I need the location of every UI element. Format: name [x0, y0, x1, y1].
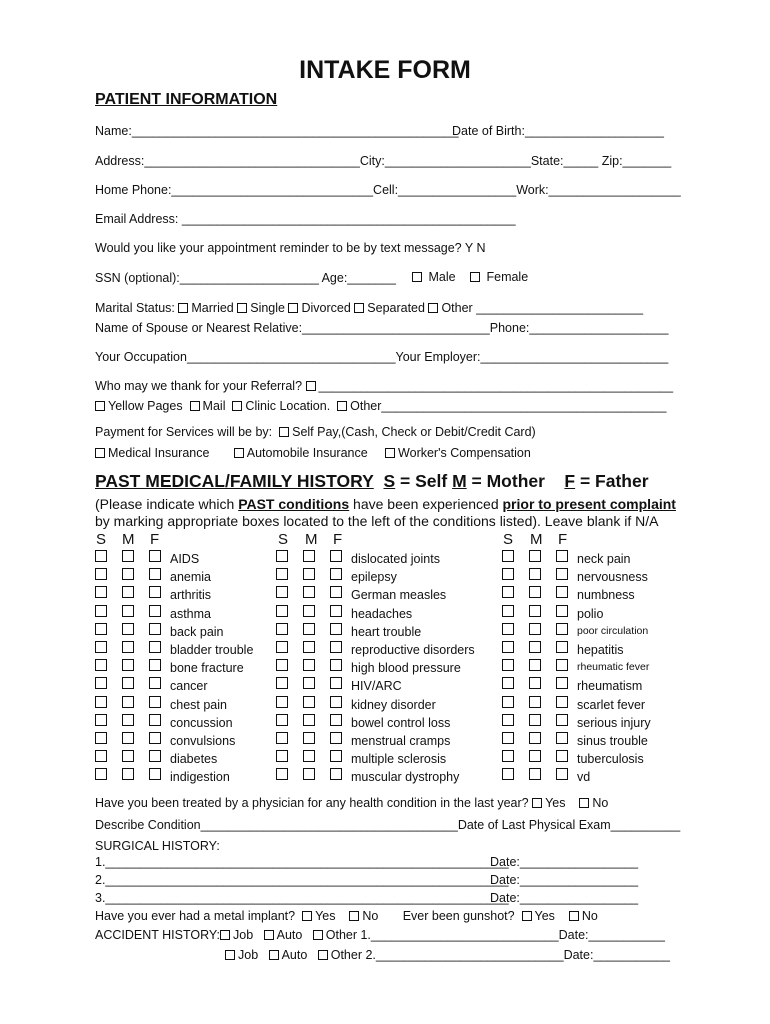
checkbox-mother[interactable]: [122, 568, 134, 580]
checkbox-self[interactable]: [95, 750, 107, 762]
name-field[interactable]: Name:_______________________________________________: [95, 124, 459, 138]
checkbox-accident2-auto[interactable]: [269, 950, 279, 960]
history-note-line1: (Please indicate which PAST conditions have been experienced prior to present complaint: [95, 496, 676, 512]
address-field[interactable]: Address:_______________________________City:_____________________State:_____ Zip:_______: [95, 154, 672, 168]
checkbox-father[interactable]: [149, 641, 161, 653]
condition-label: menstrual cramps: [351, 734, 451, 748]
checkbox-accident1-job[interactable]: [220, 930, 230, 940]
checkbox-mother[interactable]: [529, 586, 541, 598]
checkbox-mother[interactable]: [529, 750, 541, 762]
checkbox-auto-insurance[interactable]: [234, 448, 244, 458]
checkbox-mother[interactable]: [303, 677, 315, 689]
checkbox-self[interactable]: [95, 714, 107, 726]
checkbox-father[interactable]: [149, 605, 161, 617]
checkbox-father[interactable]: [330, 659, 342, 671]
history-note-line2: by marking appropriate boxes located to the left of the conditions listed). Leave blank if N/A: [95, 513, 659, 529]
checkbox-father[interactable]: [330, 732, 342, 744]
checkbox-mother[interactable]: [122, 768, 134, 780]
dob-field[interactable]: Date of Birth:____________________: [452, 124, 664, 138]
checkbox-mother[interactable]: [303, 696, 315, 708]
column-header-f: F: [150, 531, 160, 548]
checkbox-father[interactable]: [330, 623, 342, 635]
checkbox-father[interactable]: [149, 677, 161, 689]
checkbox-gunshot-no[interactable]: [569, 911, 579, 921]
checkbox-accident1-auto[interactable]: [264, 930, 274, 940]
checkbox-mother[interactable]: [122, 659, 134, 671]
checkbox-self[interactable]: [502, 605, 514, 617]
checkbox-accident1-other[interactable]: [313, 930, 323, 940]
female-option[interactable]: Female: [470, 270, 528, 284]
checkbox-referral[interactable]: [306, 381, 316, 391]
checkbox-father[interactable]: [330, 568, 342, 580]
checkbox[interactable]: [470, 272, 480, 282]
checkbox-accident2-other[interactable]: [318, 950, 328, 960]
checkbox-self[interactable]: [502, 732, 514, 744]
checkbox-self[interactable]: [276, 550, 288, 562]
marital-status-row: Marital Status: Married Single Divorced Separated Other ________________________: [95, 301, 644, 315]
checkbox-mother[interactable]: [529, 659, 541, 671]
column-header-m: M: [530, 531, 543, 548]
column-header-f: F: [558, 531, 568, 548]
column-header-f: F: [333, 531, 343, 548]
referral-options: Yellow Pages Mail Clinic Location. Other_________________________________________: [95, 399, 666, 413]
checkbox-self[interactable]: [502, 623, 514, 635]
surgery-2-field[interactable]: 2.__________________________________________________________: [95, 873, 509, 887]
checkbox-father[interactable]: [330, 696, 342, 708]
checkbox-father[interactable]: [330, 677, 342, 689]
checkbox-married[interactable]: [178, 303, 188, 313]
checkbox-mother[interactable]: [122, 641, 134, 653]
checkbox-workers-comp[interactable]: [385, 448, 395, 458]
checkbox-mother[interactable]: [303, 605, 315, 617]
payment-row: Payment for Services will be by: Self Pay,(Cash, Check or Debit/Credit Card): [95, 425, 536, 439]
checkbox-father[interactable]: [330, 586, 342, 598]
checkbox-mother[interactable]: [122, 605, 134, 617]
checkbox-father[interactable]: [556, 714, 568, 726]
condition-label: vd: [577, 770, 591, 785]
condition-label: reproductive disorders: [351, 643, 475, 657]
checkbox-father[interactable]: [330, 605, 342, 617]
checkbox-self[interactable]: [502, 677, 514, 689]
payment-options: Medical Insurance Automobile Insurance Worker's Compensation: [95, 446, 531, 460]
checkbox[interactable]: [412, 272, 422, 282]
checkbox-yellow-pages[interactable]: [95, 401, 105, 411]
checkbox-father[interactable]: [556, 605, 568, 617]
implant-row: Have you ever had a metal implant? Yes No Ever been gunshot? Yes No: [95, 909, 598, 923]
condition-label: polio: [577, 606, 604, 621]
checkbox-mother[interactable]: [122, 714, 134, 726]
checkbox-father[interactable]: [556, 750, 568, 762]
checkbox-mother[interactable]: [303, 768, 315, 780]
checkbox-self[interactable]: [502, 641, 514, 653]
checkbox-mother[interactable]: [122, 696, 134, 708]
checkbox-mother[interactable]: [122, 750, 134, 762]
checkbox-self[interactable]: [276, 768, 288, 780]
column-header-s: S: [96, 531, 107, 548]
condition-label: concussion: [170, 715, 233, 730]
checkbox-father[interactable]: [556, 659, 568, 671]
occupation-field[interactable]: Your Occupation______________________________Your Employer:___________________________: [95, 350, 669, 364]
checkbox-father[interactable]: [149, 568, 161, 580]
checkbox-mother[interactable]: [303, 550, 315, 562]
checkbox-mother[interactable]: [122, 732, 134, 744]
checkbox-mother[interactable]: [303, 568, 315, 580]
condition-label: numbness: [577, 588, 635, 603]
checkbox-self[interactable]: [502, 586, 514, 598]
checkbox-father[interactable]: [149, 623, 161, 635]
checkbox-father[interactable]: [556, 641, 568, 653]
condition-label: chest pain: [170, 697, 227, 712]
patient-info-heading: PATIENT INFORMATION: [95, 91, 278, 108]
checkbox-mother[interactable]: [303, 714, 315, 726]
column-header-m: M: [122, 531, 135, 548]
checkbox-self[interactable]: [276, 696, 288, 708]
condition-label: German measles: [351, 588, 447, 603]
checkbox-mother[interactable]: [303, 750, 315, 762]
checkbox-mother[interactable]: [303, 623, 315, 635]
condition-label: rheumatism: [577, 679, 643, 694]
checkbox-gunshot-yes[interactable]: [522, 911, 532, 921]
checkbox-self[interactable]: [276, 714, 288, 726]
checkbox-self[interactable]: [95, 550, 107, 562]
condition-label: scarlet fever: [577, 697, 646, 712]
checkbox-mother[interactable]: [529, 768, 541, 780]
condition-label: bladder trouble: [170, 643, 254, 657]
checkbox-other[interactable]: [428, 303, 438, 313]
condition-label: HIV/ARC: [351, 679, 402, 694]
checkbox-self[interactable]: [502, 568, 514, 580]
checkbox-other-referral[interactable]: [337, 401, 347, 411]
checkbox-mother[interactable]: [529, 568, 541, 580]
checkbox-self[interactable]: [276, 586, 288, 598]
condition-label: tuberculosis: [577, 752, 644, 767]
checkbox-father[interactable]: [149, 750, 161, 762]
checkbox-father[interactable]: [149, 586, 161, 598]
checkbox-father[interactable]: [556, 677, 568, 689]
checkbox-mother[interactable]: [122, 586, 134, 598]
condition-label: hepatitis: [577, 643, 624, 657]
checkbox-self[interactable]: [276, 605, 288, 617]
condition-label: poor circulation: [577, 624, 649, 637]
checkbox-mother[interactable]: [303, 586, 315, 598]
checkbox-father[interactable]: [149, 696, 161, 708]
checkbox-mother[interactable]: [529, 550, 541, 562]
checkbox-self[interactable]: [95, 659, 107, 671]
condition-label: diabetes: [170, 752, 218, 767]
checkbox-self[interactable]: [502, 696, 514, 708]
checkbox-self[interactable]: [502, 659, 514, 671]
checkbox-self[interactable]: [276, 623, 288, 635]
condition-label: anemia: [170, 570, 211, 585]
condition-label: sinus trouble: [577, 734, 648, 748]
checkbox-self[interactable]: [276, 750, 288, 762]
referral-row: Who may we thank for your Referral? ___________________________________________________: [95, 379, 674, 393]
checkbox-separated[interactable]: [354, 303, 364, 313]
checkbox-self[interactable]: [95, 568, 107, 580]
checkbox-medical-insurance[interactable]: [95, 448, 105, 458]
checkbox-mother[interactable]: [529, 623, 541, 635]
describe-condition-field[interactable]: Describe Condition_____________________________________Date of Last Physical Exam__________: [95, 818, 681, 832]
accident-row-2: Job Auto Other 2.___________________________Date:___________: [225, 948, 670, 962]
checkbox-mother[interactable]: [529, 714, 541, 726]
condition-label: rheumatic fever: [577, 661, 650, 674]
checkbox-implant-no[interactable]: [349, 911, 359, 921]
checkbox-mother[interactable]: [122, 677, 134, 689]
surgery-1-date[interactable]: Date:_________________: [490, 855, 639, 869]
checkbox-self[interactable]: [502, 714, 514, 726]
condition-label: asthma: [170, 606, 211, 621]
condition-label: indigestion: [170, 770, 230, 785]
condition-label: heart trouble: [351, 624, 422, 639]
checkbox-mother[interactable]: [122, 623, 134, 635]
ssn-age-field[interactable]: SSN (optional):____________________ Age:_______: [95, 271, 396, 285]
checkbox-father[interactable]: [556, 696, 568, 708]
checkbox-mother[interactable]: [529, 677, 541, 689]
checkbox-father[interactable]: [556, 768, 568, 780]
condition-label: bone fracture: [170, 661, 244, 676]
column-header-m: M: [305, 531, 318, 548]
checkbox-self[interactable]: [276, 568, 288, 580]
email-field[interactable]: Email Address: ________________________________________________: [95, 212, 516, 226]
checkbox-self[interactable]: [276, 641, 288, 653]
checkbox-self[interactable]: [276, 732, 288, 744]
checkbox-mother[interactable]: [529, 641, 541, 653]
checkbox-father[interactable]: [556, 732, 568, 744]
checkbox-treated-no[interactable]: [579, 798, 589, 808]
checkbox-father[interactable]: [149, 732, 161, 744]
checkbox-self[interactable]: [502, 768, 514, 780]
checkbox-accident2-job[interactable]: [225, 950, 235, 960]
checkbox-self[interactable]: [95, 641, 107, 653]
checkbox-clinic-location[interactable]: [232, 401, 242, 411]
condition-label: neck pain: [577, 552, 631, 566]
condition-label: AIDS: [170, 552, 200, 566]
checkbox-father[interactable]: [330, 641, 342, 653]
surgery-1-field[interactable]: 1.__________________________________________________________: [95, 855, 509, 869]
condition-label: back pain: [170, 624, 224, 639]
checkbox-divorced[interactable]: [288, 303, 298, 313]
reminder-question: Would you like your appointment reminder to be by text message? Y N: [95, 241, 486, 255]
checkbox-father[interactable]: [556, 586, 568, 598]
condition-label: multiple sclerosis: [351, 752, 447, 767]
condition-label: dislocated joints: [351, 552, 440, 566]
checkbox-single[interactable]: [237, 303, 247, 313]
checkbox-mother[interactable]: [303, 732, 315, 744]
checkbox-self[interactable]: [502, 550, 514, 562]
male-option[interactable]: Male: [412, 270, 456, 284]
condition-label: bowel control loss: [351, 715, 451, 730]
checkbox-implant-yes[interactable]: [302, 911, 312, 921]
checkbox-father[interactable]: [149, 550, 161, 562]
condition-label: cancer: [170, 679, 208, 694]
checkbox-self[interactable]: [95, 732, 107, 744]
condition-label: arthritis: [170, 588, 211, 603]
checkbox-self[interactable]: [95, 677, 107, 689]
checkbox-self-pay[interactable]: [279, 427, 289, 437]
surgery-3-field[interactable]: 3.__________________________________________________________: [95, 891, 509, 905]
surgery-3-date[interactable]: Date:_________________: [490, 891, 639, 905]
checkbox-father[interactable]: [556, 623, 568, 635]
checkbox-self[interactable]: [276, 659, 288, 671]
surgery-2-date[interactable]: Date:_________________: [490, 873, 639, 887]
checkbox-mother[interactable]: [303, 641, 315, 653]
checkbox-father[interactable]: [330, 714, 342, 726]
checkbox-father[interactable]: [149, 768, 161, 780]
phone-fields[interactable]: Home Phone:_____________________________Cell:_________________Work:___________________: [95, 183, 681, 197]
marital-label: Marital Status:: [95, 301, 175, 315]
column-header-s: S: [503, 531, 514, 548]
checkbox-self[interactable]: [276, 677, 288, 689]
condition-label: convulsions: [170, 734, 236, 748]
checkbox-father[interactable]: [330, 550, 342, 562]
checkbox-father[interactable]: [149, 714, 161, 726]
checkbox-mother[interactable]: [303, 659, 315, 671]
checkbox-mother[interactable]: [529, 732, 541, 744]
checkbox-father[interactable]: [330, 768, 342, 780]
checkbox-treated-yes[interactable]: [532, 798, 542, 808]
treated-row: Have you been treated by a physician for any health condition in the last year? Yes No: [95, 796, 609, 810]
column-header-s: S: [278, 531, 289, 548]
checkbox-mother[interactable]: [529, 696, 541, 708]
accident-row-1: ACCIDENT HISTORY: Job Auto Other 1.___________________________Date:___________: [95, 928, 665, 942]
checkbox-self[interactable]: [95, 696, 107, 708]
checkbox-mail[interactable]: [190, 401, 200, 411]
checkbox-self[interactable]: [95, 605, 107, 617]
checkbox-father[interactable]: [149, 659, 161, 671]
condition-label: nervousness: [577, 570, 648, 585]
history-heading: PAST MEDICAL/FAMILY HISTORY S = Self M = Mother F = Father: [95, 471, 649, 491]
condition-label: muscular dystrophy: [351, 770, 460, 785]
checkbox-mother[interactable]: [122, 550, 134, 562]
condition-label: serious injury: [577, 715, 651, 730]
checkbox-father[interactable]: [556, 568, 568, 580]
condition-label: headaches: [351, 606, 413, 621]
checkbox-self[interactable]: [95, 586, 107, 598]
condition-label: kidney disorder: [351, 697, 436, 712]
checkbox-self[interactable]: [95, 768, 107, 780]
spouse-field[interactable]: Name of Spouse or Nearest Relative:___________________________Phone:____________________: [95, 321, 669, 335]
checkbox-father[interactable]: [330, 750, 342, 762]
condition-label: high blood pressure: [351, 661, 461, 676]
checkbox-self[interactable]: [502, 750, 514, 762]
checkbox-father[interactable]: [556, 550, 568, 562]
condition-label: epilepsy: [351, 570, 397, 585]
form-title: INTAKE FORM: [299, 56, 471, 84]
surgical-heading: SURGICAL HISTORY:: [95, 839, 220, 853]
checkbox-mother[interactable]: [529, 605, 541, 617]
checkbox-self[interactable]: [95, 623, 107, 635]
